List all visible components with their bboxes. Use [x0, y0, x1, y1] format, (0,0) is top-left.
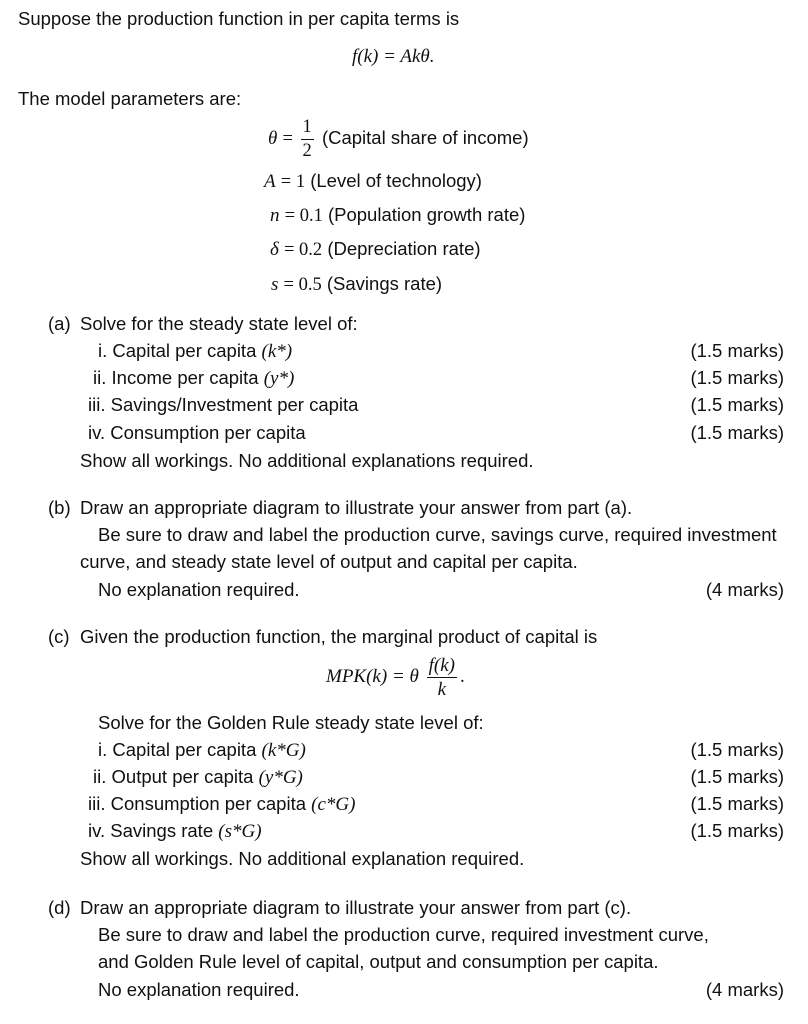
part-b-line: curve, and steady state level of output and capital per capita.	[80, 551, 578, 572]
parameters-heading: The model parameters are:	[18, 88, 242, 109]
part-d-line: Be sure to draw and label the production curve, required investment curve,	[98, 924, 709, 945]
param-s-value: 0.5	[298, 275, 322, 295]
item-math: (k*G)	[261, 740, 306, 761]
item-math: (c*G)	[311, 794, 356, 815]
part-a-item-marks: (1.5 marks)	[690, 394, 784, 415]
mpk-denominator: k	[437, 679, 447, 700]
param-A-symbol: A	[264, 171, 276, 192]
part-b-line: No explanation required.	[98, 579, 300, 600]
part-c-item-marks: (1.5 marks)	[690, 766, 784, 787]
part-c-footer: Show all workings. No additional explanation required.	[80, 848, 525, 869]
part-b-line: Be sure to draw and label the production curve, savings curve, required investment	[98, 524, 777, 545]
param-A-desc: (Level of technology)	[310, 170, 482, 191]
mpk-numerator: f(k)	[428, 655, 455, 676]
part-a-item-marks: (1.5 marks)	[690, 340, 784, 361]
part-a-item-marks: (1.5 marks)	[690, 422, 784, 443]
part-a-item	[93, 367, 294, 390]
production-function-expr: f(k) = Akθ.	[352, 46, 435, 67]
item-text: Capital per capita	[112, 739, 257, 760]
part-c-item-marks: (1.5 marks)	[690, 793, 784, 814]
item-number: iii.	[88, 793, 106, 814]
part-a-label: (a)	[48, 313, 71, 334]
param-n-desc: (Population growth rate)	[327, 204, 526, 225]
param-delta-symbol: δ	[270, 239, 279, 260]
param-theta-num: 1	[301, 118, 314, 140]
param-s-symbol: s	[271, 274, 279, 295]
param-delta: δ = 0.2 (Depreciation rate)	[270, 238, 481, 260]
part-c-item	[88, 820, 262, 843]
part-d-line: No explanation required.	[98, 979, 300, 1000]
mpk-lhs: MPK(k) = θ	[326, 665, 419, 687]
item-number: iv.	[88, 422, 106, 443]
part-c-item-marks: (1.5 marks)	[690, 820, 784, 841]
part-b-line: Draw an appropriate diagram to illustrate your answer from part (a).	[80, 497, 633, 518]
part-c-item	[88, 793, 355, 816]
item-text: Consumption per capita	[110, 422, 306, 443]
param-A: A = 1 (Level of technology)	[264, 170, 482, 192]
item-number: ii.	[93, 367, 107, 388]
part-c-item	[93, 766, 303, 789]
part-d-label: (d)	[48, 897, 71, 918]
production-function-equation	[352, 46, 434, 68]
param-delta-desc: (Depreciation rate)	[327, 238, 481, 259]
item-text: Consumption per capita	[110, 793, 307, 814]
part-a-footer: Show all workings. No additional explanations required.	[80, 450, 534, 471]
param-s-desc: (Savings rate)	[326, 273, 443, 294]
param-delta-value: 0.2	[299, 240, 323, 260]
item-number: iv.	[88, 820, 106, 841]
part-b-label: (b)	[48, 497, 71, 518]
part-d-marks: (4 marks)	[705, 979, 784, 1000]
param-n-symbol: n	[270, 205, 280, 226]
param-theta-fraction	[301, 118, 314, 160]
part-a-prompt: Solve for the steady state level of:	[80, 313, 358, 334]
param-n: n = 0.1 (Population growth rate)	[270, 204, 526, 226]
item-text: Savings rate	[110, 820, 214, 841]
intro-text: Suppose the production function in per capita terms is	[18, 8, 460, 29]
item-text: Output per capita	[111, 766, 254, 787]
item-number: ii.	[93, 766, 107, 787]
param-theta-symbol: θ	[268, 127, 278, 149]
param-s: s = 0.5 (Savings rate)	[271, 273, 443, 295]
part-c-item-marks: (1.5 marks)	[690, 739, 784, 760]
item-math: (y*G)	[258, 767, 303, 788]
part-c-prompt: Solve for the Golden Rule steady state level of:	[98, 712, 484, 733]
item-number: i.	[98, 340, 108, 361]
part-c-item	[98, 739, 306, 762]
item-text: Capital per capita	[112, 340, 257, 361]
mpk-fraction	[427, 656, 457, 699]
param-theta: θ = $\frac{1}{2}$ (Capital share of income)	[268, 117, 529, 161]
part-d-line: Draw an appropriate diagram to illustrate your answer from part (c).	[80, 897, 632, 918]
part-a-item	[98, 340, 292, 363]
item-text: Savings/Investment per capita	[110, 394, 359, 415]
part-d-line: and Golden Rule level of capital, output and consumption per capita.	[98, 951, 659, 972]
part-a-item	[88, 422, 306, 444]
param-n-value: 0.1	[299, 206, 323, 226]
item-math: (y*)	[263, 368, 295, 389]
item-number: i.	[98, 739, 108, 760]
param-theta-desc: (Capital share of income)	[321, 126, 529, 148]
part-c-line: Given the production function, the marginal product of capital is	[80, 626, 598, 647]
part-a-item-marks: (1.5 marks)	[690, 367, 784, 388]
item-text: Income per capita	[111, 367, 259, 388]
mpk-equation: MPK(k) = θ $\frac{f(k)}{k}$ .	[326, 655, 465, 700]
param-theta-den: 2	[302, 140, 312, 161]
item-math: (s*G)	[218, 821, 262, 842]
part-b-marks: (4 marks)	[705, 579, 784, 600]
item-number: iii.	[88, 394, 106, 415]
item-math: (k*)	[261, 341, 293, 362]
part-c-label: (c)	[48, 626, 70, 647]
param-A-value: 1	[295, 172, 306, 192]
part-a-item	[88, 394, 358, 416]
